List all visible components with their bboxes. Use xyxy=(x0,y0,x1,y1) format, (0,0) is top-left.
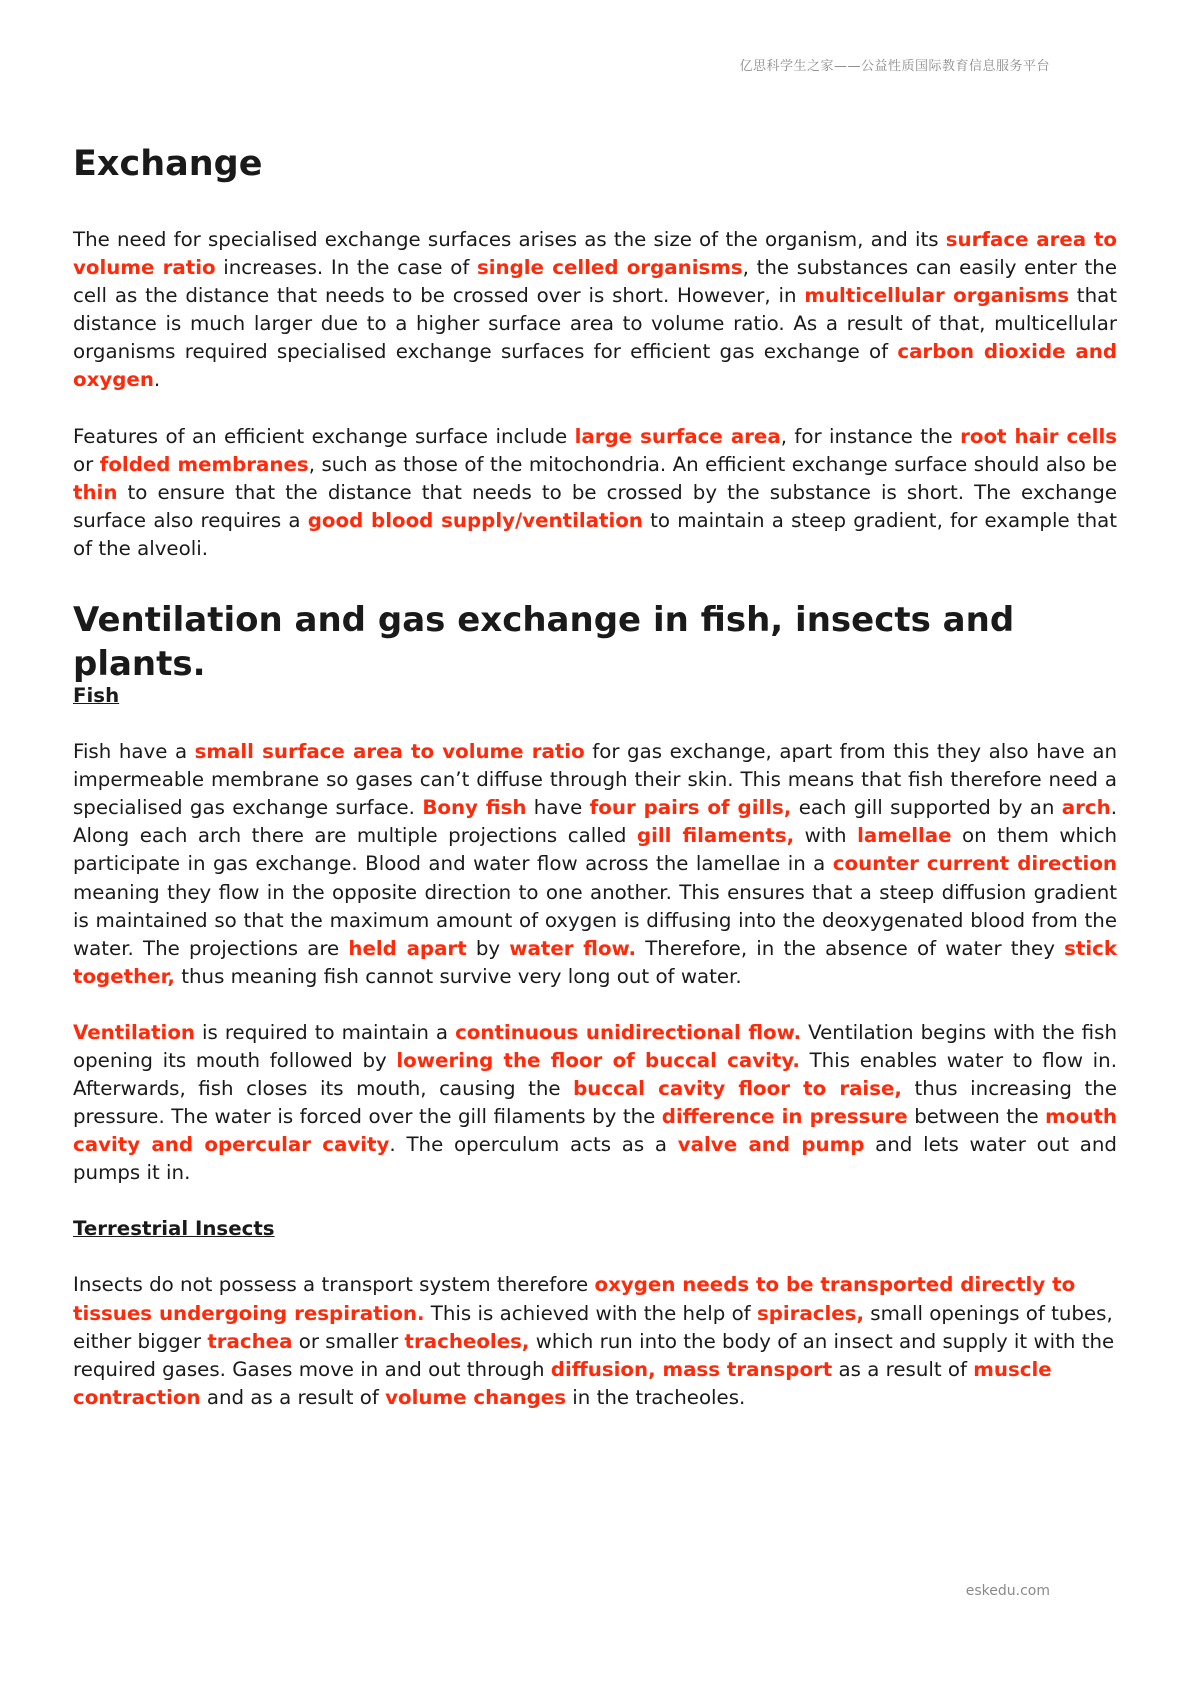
heading-ventilation: Ventilation and gas exchange in fish, insects and plants. xyxy=(73,600,1015,685)
subheading-insects: Terrestrial Insects xyxy=(73,1217,275,1241)
text-run: each gill supported by an xyxy=(791,796,1062,820)
text-run: and as a result of xyxy=(200,1385,386,1409)
text-run: This is achieved with the help of xyxy=(424,1301,757,1325)
highlight-term: continuous unidirectional flow. xyxy=(455,1020,802,1044)
text-run: . Along each arch there are multiple projections called xyxy=(73,796,1118,848)
content xyxy=(73,142,1117,1412)
text-run: Features of an efficient exchange surface include xyxy=(73,424,575,448)
highlight-term: multicellular organisms xyxy=(804,284,1069,308)
highlight-term: lowering the floor of buccal cavity. xyxy=(396,1048,800,1072)
text-run: by xyxy=(466,936,510,960)
highlight-term: buccal cavity floor to raise, xyxy=(573,1077,902,1101)
footer-note: eskedu.com xyxy=(965,1583,1050,1599)
text-run: increases. In the case of xyxy=(215,256,477,280)
highlight-term: arch xyxy=(1061,796,1111,820)
highlight-term: good blood supply/ventilation xyxy=(307,508,643,532)
text-run: with xyxy=(794,824,858,848)
highlight-term: water flow. xyxy=(509,936,637,960)
highlight-term: trachea xyxy=(207,1329,293,1353)
header-note: 亿思科学生之家——公益性质国际教育信息服务平台 xyxy=(739,59,1050,74)
subheading-fish: Fish xyxy=(73,684,120,708)
text-run: , such as those of the mitochondria. An efficient exchange surface should also be xyxy=(308,452,1118,476)
paragraph-insects-1 xyxy=(73,1271,1117,1411)
highlight-term: small surface area to volume ratio xyxy=(194,740,585,764)
highlight-term: difference in pressure xyxy=(661,1105,908,1129)
text-run: that distance is much larger due to a higher surface area to volume ratio. As a result of that, multicellular organisms required specialised exchange surfaces for efficient gas exchange of xyxy=(73,284,1117,364)
highlight-term: tracheoles, xyxy=(404,1329,530,1353)
highlight-term: carbon dioxide and oxygen xyxy=(73,340,1117,392)
highlight-term: gill filaments, xyxy=(636,824,795,848)
text-run: Fish have a xyxy=(73,740,195,764)
highlight-term: four pairs of gills, xyxy=(589,796,792,820)
highlight-term: Bony fish xyxy=(422,796,527,820)
highlight-term: volume changes xyxy=(385,1385,566,1409)
highlight-term: oxygen needs to be transported directly to tissues undergoing respiration. xyxy=(73,1273,1076,1325)
paragraph-exchange-2 xyxy=(73,423,1117,563)
highlight-term: diffusion, mass transport xyxy=(550,1357,833,1381)
text-run: have xyxy=(526,796,590,820)
highlight-term: spiracles, xyxy=(756,1301,864,1325)
paragraph-exchange-1 xyxy=(73,226,1117,395)
text-run: or smaller xyxy=(292,1329,405,1353)
text-run: to ensure that the distance that needs to be crossed by the substance is short. The exchange surface also requires a xyxy=(73,480,1117,532)
highlight-term: muscle contraction xyxy=(73,1357,1052,1409)
text-run: . The operculum acts as a xyxy=(389,1133,678,1157)
highlight-term: thin xyxy=(73,480,118,504)
text-run: as a result of xyxy=(832,1357,974,1381)
highlight-term: mouth cavity and opercular cavity xyxy=(73,1105,1117,1157)
text-run: and lets water out and pumps it in. xyxy=(73,1133,1117,1185)
text-run: in the tracheoles. xyxy=(565,1385,746,1409)
highlight-term: lamellae xyxy=(857,824,952,848)
text-run: Ventilation begins with the fish opening its mouth followed by xyxy=(73,1020,1117,1072)
paragraph-fish-2 xyxy=(73,1019,1117,1188)
text-run: between the xyxy=(907,1105,1046,1129)
text-run: for gas exchange, apart from this they also have an impermeable membrane so gases can’t diffuse through their skin. This means that fish therefore need a specialised gas exchange surface. xyxy=(73,740,1117,820)
text-run: to maintain a steep gradient, for example that of the alveoli. xyxy=(73,508,1118,560)
text-run: The need for specialised exchange surfaces arises as the size of the organism, and its xyxy=(73,228,946,251)
text-run: Therefore, in the absence of water they xyxy=(636,936,1065,960)
text-run: . xyxy=(153,368,161,392)
highlight-term: single celled organisms xyxy=(476,256,743,280)
text-run: thus meaning fish cannot survive very long out of water. xyxy=(174,964,742,988)
highlight-term: held apart xyxy=(348,936,467,960)
highlight-term: folded membranes xyxy=(99,452,309,476)
text-run: is required to maintain a xyxy=(195,1020,456,1044)
heading-exchange: Exchange xyxy=(73,144,263,184)
text-run: meaning they flow in the opposite direction to one another. This ensures that a steep diffusion gradient is maintained so that the maximum amount of oxygen is diffusing into the deoxygenated blood from the water. The projections are xyxy=(73,880,1117,960)
text-run: or xyxy=(73,452,100,476)
highlight-term: root hair cells xyxy=(960,424,1117,448)
text-run: Insects do not possess a transport system therefore xyxy=(73,1273,595,1297)
highlight-term: large surface area xyxy=(574,424,781,448)
highlight-term: stick together, xyxy=(73,936,1118,988)
text-run: on them which participate in gas exchange. Blood and water flow across the lamellae in a xyxy=(73,824,1117,876)
paragraph-fish-1 xyxy=(73,738,1117,991)
highlight-term: counter current direction xyxy=(832,852,1118,876)
text-run: thus increasing the pressure. The water is forced over the gill filaments by the xyxy=(73,1077,1117,1129)
text-run: small openings of tubes, either bigger xyxy=(73,1301,1113,1353)
text-run: , the substances can easily enter the cell as the distance that needs to be crossed over is short. However, in xyxy=(73,256,1117,308)
highlight-term: surface area to volume ratio xyxy=(73,228,1117,280)
text-run: , for instance the xyxy=(780,424,961,448)
text-run: This enables water to flow in. Afterwards, fish closes its mouth, causing the xyxy=(73,1048,1117,1101)
text-run: which run into the body of an insect and supply it with the required gases. Gases move in and out through xyxy=(73,1329,1115,1381)
highlight-term: valve and pump xyxy=(677,1133,865,1157)
highlight-term: Ventilation xyxy=(73,1020,195,1044)
